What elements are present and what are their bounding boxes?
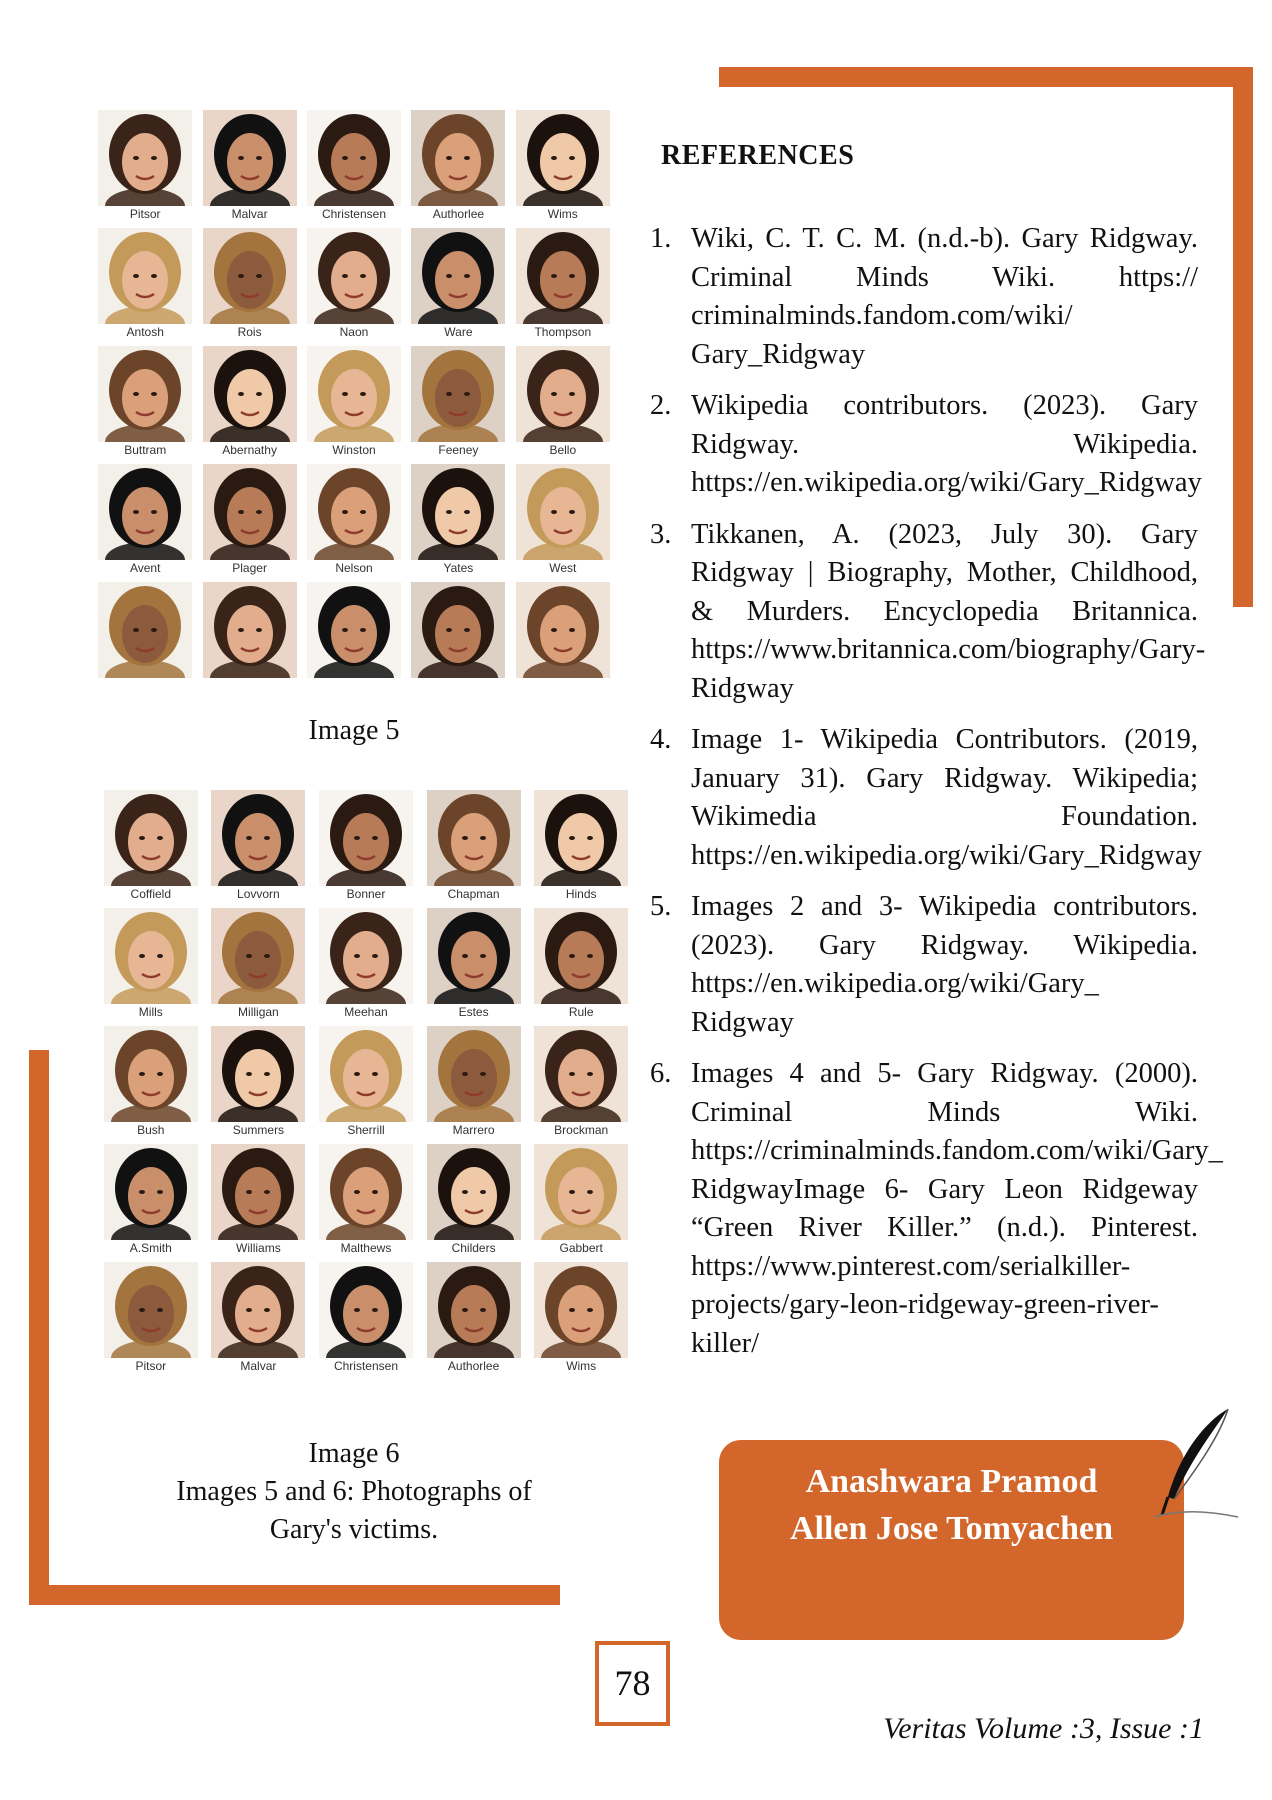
victim-photo-cell: [409, 228, 507, 340]
victim-photo-cell: [423, 1144, 525, 1256]
victim-photo: [211, 1262, 305, 1358]
victim-photo: [98, 464, 192, 560]
victim-photo: [319, 1144, 413, 1240]
victim-photo: [98, 346, 192, 442]
victim-photo-cell: [96, 346, 194, 458]
victim-photo: [516, 582, 610, 678]
victim-photo-cell: [530, 790, 632, 902]
references-heading: REFERENCES: [661, 140, 855, 171]
victim-name-label: Avent: [129, 561, 161, 575]
victim-name-label: Buttram: [124, 443, 167, 457]
victim-name-label: Childers: [451, 1241, 496, 1255]
journal-footer: Veritas Volume :3, Issue :1: [883, 1712, 1204, 1745]
victim-name-label: Ware: [444, 325, 473, 339]
victim-photo: [319, 790, 413, 886]
victim-photo: [104, 790, 198, 886]
victim-name-label: Malvar: [231, 207, 268, 221]
victim-photo: [319, 908, 413, 1004]
victim-photo: [307, 346, 401, 442]
victim-photo: [319, 1262, 413, 1358]
victim-photo-cell: [409, 464, 507, 576]
victim-name-label: Malvar: [240, 1359, 277, 1373]
victim-photo-cell: [200, 464, 298, 576]
victim-photo: [534, 1262, 628, 1358]
victim-photo: [307, 228, 401, 324]
victim-photo: [203, 582, 297, 678]
victim-photo: [98, 110, 192, 206]
victim-photo: [516, 228, 610, 324]
image-6-caption-line: Images 5 and 6: Photographs of: [176, 1476, 532, 1507]
reference-item: 2. Wikipedia contributors. (2023). Gary Ridgway. Wikipedia. https://en.wikipedia.org/wiki/Gary_Ridgway: [650, 390, 1202, 498]
victim-photo-cell: [423, 1262, 525, 1374]
victim-photo-cell: [208, 1262, 310, 1374]
victim-photo-cell: [514, 582, 612, 694]
reference-item: 1. Wiki, C. T. C. M. (n.d.-b). Gary Ridgway. Criminal Minds Wiki. https:// criminalminds.fandom.com/wiki/ Gary_Ridgway: [650, 223, 1198, 370]
victim-photo: [307, 582, 401, 678]
reference-item: 6. Images 4 and 5- Gary Ridgway. (2000). Criminal Minds Wiki. https://criminalminds.fandom.com/wiki/Gary_ RidgwayImage 6- Gary Leon Ridgeway “Green River Killer.” (n.d.). Pinterest. https://www.pinterest.com/serialkiller-projects/gary-leon-ridgeway-green-river-killer/: [650, 1058, 1223, 1359]
victim-name-label: Bonner: [346, 887, 386, 901]
victim-name-label: West: [549, 561, 577, 575]
image-6-caption-line: Gary's victims.: [269, 1514, 439, 1545]
victim-photo-cell: [200, 110, 298, 222]
victim-name-label: Williams: [236, 1241, 281, 1255]
victim-photo-cell: [305, 110, 403, 222]
victim-photo: [98, 582, 192, 678]
victim-name-label: Pitsor: [129, 207, 161, 221]
victim-name-label: Malthews: [340, 1241, 392, 1255]
victim-photo-cell: [514, 346, 612, 458]
reference-text: Image 1- Wikipedia Contributors. (2019, January 31). Gary Ridgway. Wikipedia; Wikimedia Foundation. https://en.wikipedia.org/wiki/Gary_Ridgway: [691, 724, 1202, 871]
reference-item: 5. Images 2 and 3- Wikipedia contributors. (2023). Gary Ridgway. Wikipedia. https://en.wikipedia.org/wiki/Gary_ Ridgway: [650, 891, 1198, 1038]
victim-photo-cell: [96, 464, 194, 576]
reference-item: 4. Image 1- Wikipedia Contributors. (2019, January 31). Gary Ridgway. Wikipedia; Wikimedia Foundation. https://en.wikipedia.org/wiki/Gary_Ridgway: [650, 724, 1202, 871]
victim-photo: [104, 1144, 198, 1240]
victim-photo: [411, 228, 505, 324]
victim-name-label: Hinds: [565, 887, 597, 901]
victim-photo: [104, 1262, 198, 1358]
victim-photo-cell: [530, 1262, 632, 1374]
victim-photo-cell: [514, 110, 612, 222]
victim-photo-cell: [208, 1144, 310, 1256]
victim-name-label: Meehan: [344, 1005, 388, 1019]
author-box: [719, 1440, 1184, 1640]
victim-photo-cell: [100, 790, 202, 902]
victim-name-label: Pitsor: [135, 1359, 167, 1373]
victim-photo-cell: [96, 228, 194, 340]
victim-name-label: Authorlee: [447, 1359, 500, 1373]
victim-photo-cell: [514, 228, 612, 340]
victim-photo: [98, 228, 192, 324]
victim-photo-cell: [423, 790, 525, 902]
victim-photo: [307, 110, 401, 206]
victim-name-label: Thompson: [534, 325, 592, 339]
victim-photo: [211, 908, 305, 1004]
victim-photo-cell: [100, 908, 202, 1020]
victim-photo: [427, 1026, 521, 1122]
top-right-frame-vertical: [1233, 67, 1253, 607]
victim-photo-cell: [530, 1144, 632, 1256]
victim-photo-cell: [96, 110, 194, 222]
image-6-caption: [96, 1435, 612, 1549]
victim-photo-cell: [208, 908, 310, 1020]
victim-name-label: Christensen: [321, 207, 386, 221]
victim-photo-cell: [409, 110, 507, 222]
victim-photo-cell: [200, 582, 298, 694]
victim-photo: [411, 110, 505, 206]
reference-text: Wikipedia contributors. (2023). Gary Ridgway. Wikipedia. https://en.wikipedia.org/wiki/Gary_Ridgway: [691, 390, 1202, 498]
victim-photo: [104, 1026, 198, 1122]
victim-photo-cell: [200, 346, 298, 458]
victim-photo-cell: [100, 1262, 202, 1374]
victim-photo: [427, 1262, 521, 1358]
victim-name-label: A.Smith: [129, 1241, 172, 1255]
victim-name-label: Antosh: [126, 325, 164, 339]
references-list: [650, 220, 1223, 1376]
victim-name-label: Mills: [138, 1005, 163, 1019]
victim-photo-cell: [100, 1144, 202, 1256]
author-name: Allen Jose Tomyachen: [789, 1510, 1114, 1547]
victim-name-label: Naon: [339, 325, 369, 339]
victim-photo: [104, 908, 198, 1004]
victim-photo: [203, 346, 297, 442]
victim-photo-cell: [200, 228, 298, 340]
victim-name-label: Christensen: [333, 1359, 398, 1373]
victim-photo-cell: [423, 908, 525, 1020]
victim-photo: [319, 1026, 413, 1122]
victim-photo-cell: [530, 1026, 632, 1138]
victim-photo: [307, 464, 401, 560]
reference-text: Tikkanen, A. (2023, July 30). Gary Ridgway | Biography, Mother, Childhood, & Murders. Encyclopedia Britannica. https://www.britannica.com/biography/Gary-Ridgway: [691, 518, 1206, 704]
victim-photo-cell: [409, 346, 507, 458]
victim-name-label: Sherrill: [347, 1123, 385, 1137]
victim-photo: [534, 790, 628, 886]
reference-text: Images 2 and 3- Wikipedia contributors. (2023). Gary Ridgway. Wikipedia. https://en.wikipedia.org/wiki/Gary_ Ridgway: [691, 891, 1198, 1038]
victim-name-label: Abernathy: [222, 443, 277, 457]
bottom-left-frame-horizontal: [29, 1585, 560, 1605]
victim-photo: [211, 1144, 305, 1240]
victim-photo-cell: [208, 1026, 310, 1138]
victim-name-label: Wims: [566, 1359, 597, 1373]
victim-photo: [427, 908, 521, 1004]
victim-name-label: Marrero: [452, 1123, 495, 1137]
victim-photo: [534, 1026, 628, 1122]
victim-photo: [516, 464, 610, 560]
victim-photo: [211, 1026, 305, 1122]
victim-name-label: Lovvorn: [237, 887, 280, 901]
victim-photo-cell: [315, 1026, 417, 1138]
victim-photo-cell: [423, 1026, 525, 1138]
victim-name-label: Feeney: [438, 443, 479, 457]
victim-photo-cell: [315, 1262, 417, 1374]
image-6-victim-photo-grid: [100, 790, 632, 1374]
victim-photo: [411, 464, 505, 560]
victim-photo: [203, 464, 297, 560]
victim-name-label: Summers: [232, 1123, 285, 1137]
top-right-frame-horizontal: [719, 67, 1253, 87]
victim-photo: [411, 346, 505, 442]
image-6-caption-line: Image 6: [308, 1438, 400, 1469]
victim-photo-cell: [305, 582, 403, 694]
victim-name-label: Gabbert: [559, 1241, 603, 1255]
victim-photo: [211, 790, 305, 886]
victim-name-label: Chapman: [447, 887, 500, 901]
victim-name-label: Winston: [332, 443, 376, 457]
victim-name-label: Milligan: [238, 1005, 279, 1019]
victim-photo-cell: [409, 582, 507, 694]
victim-photo: [203, 110, 297, 206]
victim-photo-cell: [305, 228, 403, 340]
bottom-left-frame-vertical: [29, 1050, 49, 1605]
victim-photo-cell: [208, 790, 310, 902]
victim-photo: [534, 1144, 628, 1240]
victim-photo: [411, 582, 505, 678]
victim-photo: [516, 110, 610, 206]
reference-text: Images 4 and 5- Gary Ridgway. (2000). Criminal Minds Wiki. https://criminalminds.fandom.com/wiki/Gary_ RidgwayImage 6- Gary Leon Ridgeway “Green River Killer.” (n.d.). Pinterest. https://www.pinterest.com/serialkiller-projects/gary-leon-ridgeway-green-river-killer/: [691, 1058, 1223, 1359]
victim-name-label: Plager: [232, 561, 267, 575]
victim-photo-cell: [315, 790, 417, 902]
victim-photo-cell: [315, 908, 417, 1020]
victim-photo-cell: [305, 464, 403, 576]
page-number: 78: [595, 1641, 670, 1726]
reference-text: Wiki, C. T. C. M. (n.d.-b). Gary Ridgway. Criminal Minds Wiki. https:// criminalminds.fandom.com/wiki/ Gary_Ridgway: [691, 223, 1198, 370]
victim-photo-cell: [315, 1144, 417, 1256]
victim-photo: [534, 908, 628, 1004]
victim-name-label: Rule: [568, 1005, 594, 1019]
victim-name-label: Brockman: [554, 1123, 609, 1137]
victim-name-label: Rois: [237, 325, 262, 339]
victim-name-label: Wims: [547, 207, 578, 221]
victim-name-label: Coffield: [130, 887, 172, 901]
victim-photo-cell: [514, 464, 612, 576]
victim-name-label: Bello: [549, 443, 577, 457]
victim-photo-cell: [96, 582, 194, 694]
victim-photo: [516, 346, 610, 442]
victim-photo-cell: [530, 908, 632, 1020]
victim-photo-cell: [305, 346, 403, 458]
victim-name-label: Nelson: [335, 561, 373, 575]
quill-pen-icon: [1150, 1405, 1240, 1520]
author-name: Anashwara Pramod: [805, 1463, 1098, 1500]
reference-item: 3. Tikkanen, A. (2023, July 30). Gary Ridgway | Biography, Mother, Childhood, & Murders. Encyclopedia Britannica. https://www.britannica.com/biography/Gary-Ridgway: [650, 518, 1206, 704]
victim-photo: [203, 228, 297, 324]
victim-name-label: Estes: [458, 1005, 489, 1019]
victim-photo: [427, 790, 521, 886]
image-5-caption: Image 5: [308, 715, 400, 746]
victim-photo-cell: [100, 1026, 202, 1138]
victim-name-label: Yates: [443, 561, 474, 575]
image-5-victim-photo-grid: [96, 110, 612, 694]
victim-name-label: Bush: [137, 1123, 165, 1137]
victim-photo: [427, 1144, 521, 1240]
victim-name-label: Authorlee: [432, 207, 485, 221]
